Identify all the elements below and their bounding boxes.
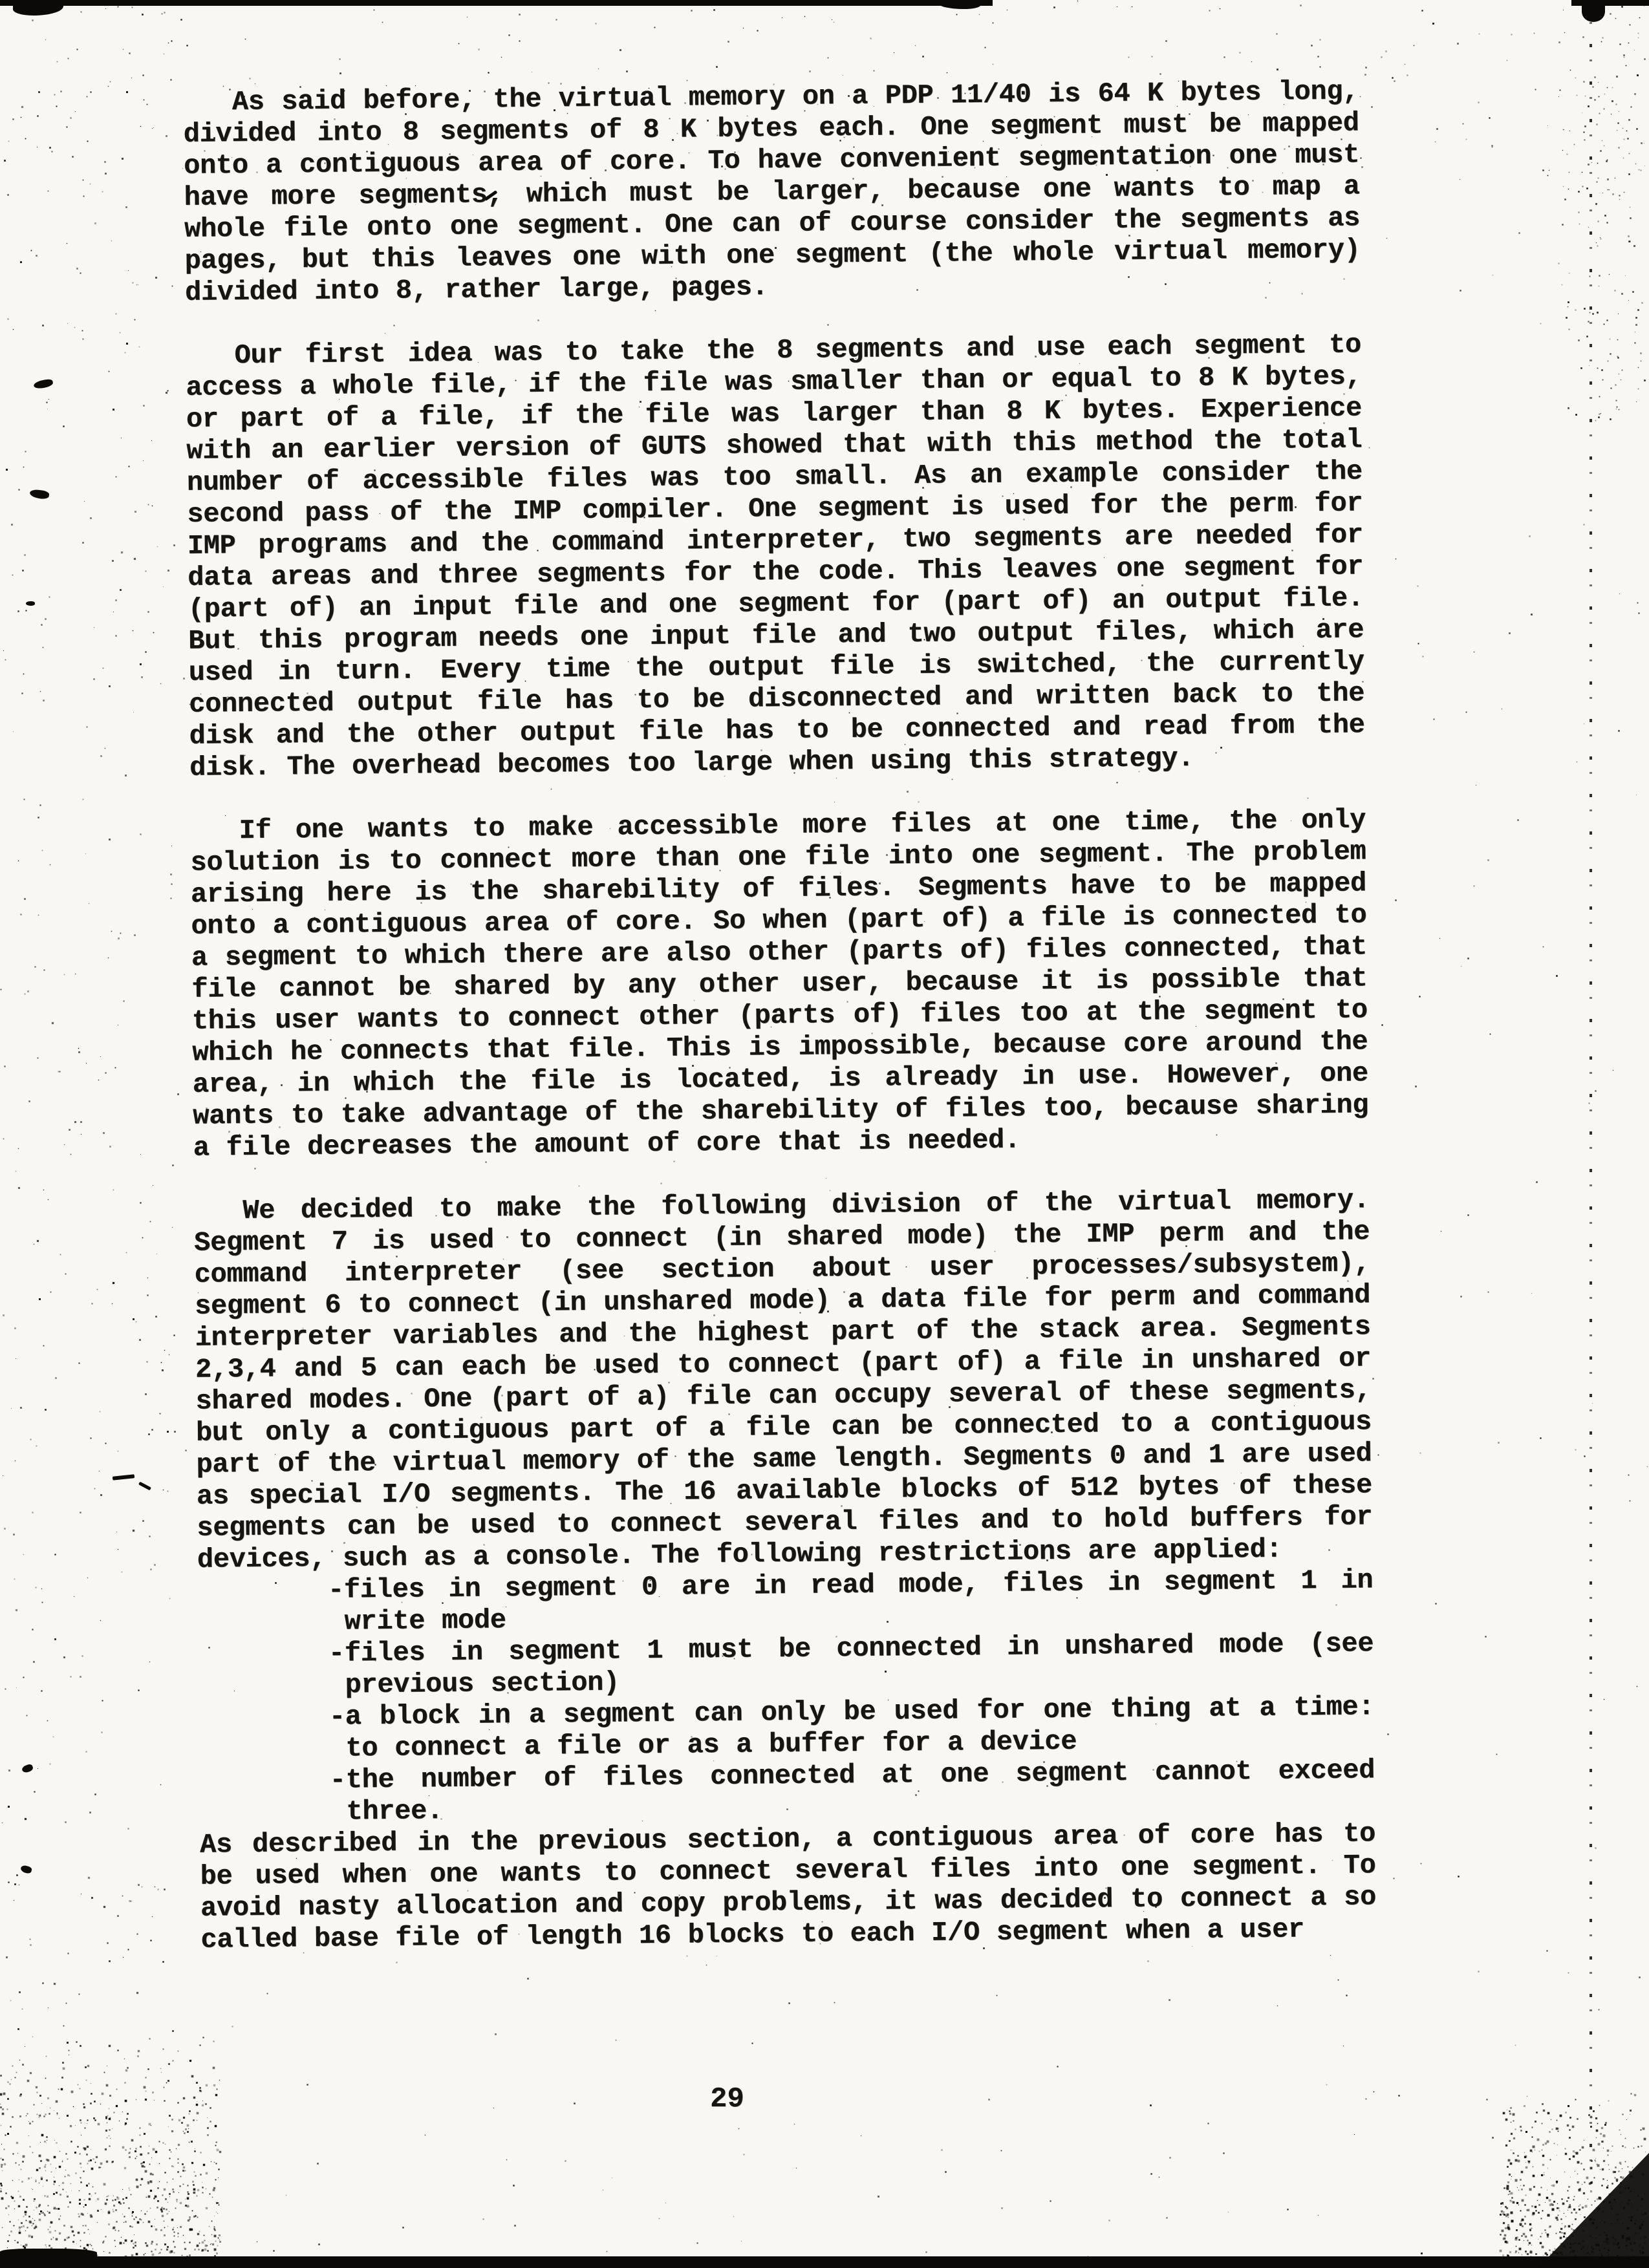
restrictions-list (197, 1565, 1375, 1829)
page-text (183, 76, 1377, 1956)
scan-artifact-bottom-right-wedge (1538, 2153, 1649, 2268)
paragraph-first-idea: Our first idea was to take the 8 segments and use each segment to access a whole file, if the file was smaller than or equal to 8 K bytes, or part of a file, if the file was larger than 8 K bytes. Experience with an earlier version of GUTS showed that with this method the total number of accessible files was too small. As an example consider the second pass of the IMP compiler. One segment is used for the perm for IMP programs and the command interpreter, two segments are needed for data areas and three segments for the code. This leaves one segment for (part of) an input file and one segment for (part of) an output file. But this program needs one input file and two output files, which are used in turn. Every time the output file is switched, the currently connected output file has to be disconnected and written back to the disk and the other output file has to be connected and read from the disk. The overhead becomes too large when using this strategy. (186, 329, 1365, 784)
scan-artifact-top-right-blob (1582, 1, 1605, 22)
restriction-item: -the number of files connected at one segment cannot exceed three. (329, 1755, 1375, 1828)
restriction-item: -files in segment 1 must be connected in unshared mode (see previous section) (328, 1628, 1374, 1701)
restriction-item: -files in segment 0 are in read mode, files in segment 1 in write mode (327, 1565, 1374, 1638)
scan-artifact-bottom-edge (0, 2256, 1649, 2268)
paragraph-base-file: As described in the previous section, a contiguous area of core has to be used when one wants to connect several files into one segment. To avoid nasty allocation and copy problems, it was decided to connect a so called base file of length 16 blocks to each I/O segment when a user (199, 1818, 1377, 1956)
ink-smudge (33, 378, 54, 390)
ink-smudge (21, 1763, 34, 1773)
ink-smudge (113, 1474, 135, 1481)
ink-smudge (20, 1865, 32, 1874)
scan-artifact-top-edge (0, 0, 993, 6)
page-number: 29 (710, 2083, 744, 2115)
scan-noise-layer (0, 0, 1, 1)
restriction-item: -a block in a segment can only be used for one thing at a time: to connect a file or as a buffer for a device (329, 1691, 1375, 1764)
scan-artifact-right-dotted-line (1590, 6, 1592, 2179)
paragraph-memory-division: We decided to make the following division of the virtual memory. Segment 7 is used to connect (in shared mode) the IMP perm and the command interpreter (see section about user processes/subsystem), segment 6 to connect (in unshared mode) a data file for perm and command interpreter variables and the highest part of the stack area. Segments 2,3,4 and 5 can each be used to connect (part of) a file in unshared or shared modes. One (part of a) file can occupy several of these segments, but only a contiguous part of a file can be connected to a contiguous part of the virtual memory of the same length. Segments 0 and 1 are used as special I/O segments. The 16 available blocks of 512 bytes of these segments can be used to connect several files and to hold buffers for devices, such as a console. The following restrictions are applied: (193, 1184, 1373, 1576)
scan-artifact-bottom-left-bump (0, 2249, 97, 2259)
paragraph-virtual-memory: As said before, the virtual memory on a PDP 11/40 is 64 K bytes long, divided into 8 segments of 8 K bytes each. One segment must be mapped onto a contiguous area of core. To have convenient segmentation one must have more segments, which must be larger, because one wants to map a whole file onto one segment. One can of course consider the segments as pages, but this leaves one with one segment (the whole virtual memory) divided into 8, rather large, pages. (183, 76, 1361, 308)
ink-smudge (26, 601, 35, 606)
scan-artifact-top-mid-blob (939, 0, 980, 9)
ink-smudge (138, 1482, 151, 1491)
ink-smudge (29, 489, 50, 500)
scan-artifact-top-left-blob (13, 0, 63, 16)
paragraph-sharebility: If one wants to make accessible more files at one time, the only solution is to connect more than one file into one segment. The problem arising here is the sharebility of files. Segments have to be mapped onto a contiguous area of core. So when (part of) a file is connected to a segment to which there are also other (parts of) files connected, that file cannot be shared by any other user, because it is possible that this user wants to connect other (parts of) files too at the segment to which he connects that file. This is impossible, because core around the area, in which the file is located, is already in use. However, one wants to take advantage of the sharebility of files too, because sharing a file decreases the amount of core that is needed. (190, 804, 1369, 1164)
